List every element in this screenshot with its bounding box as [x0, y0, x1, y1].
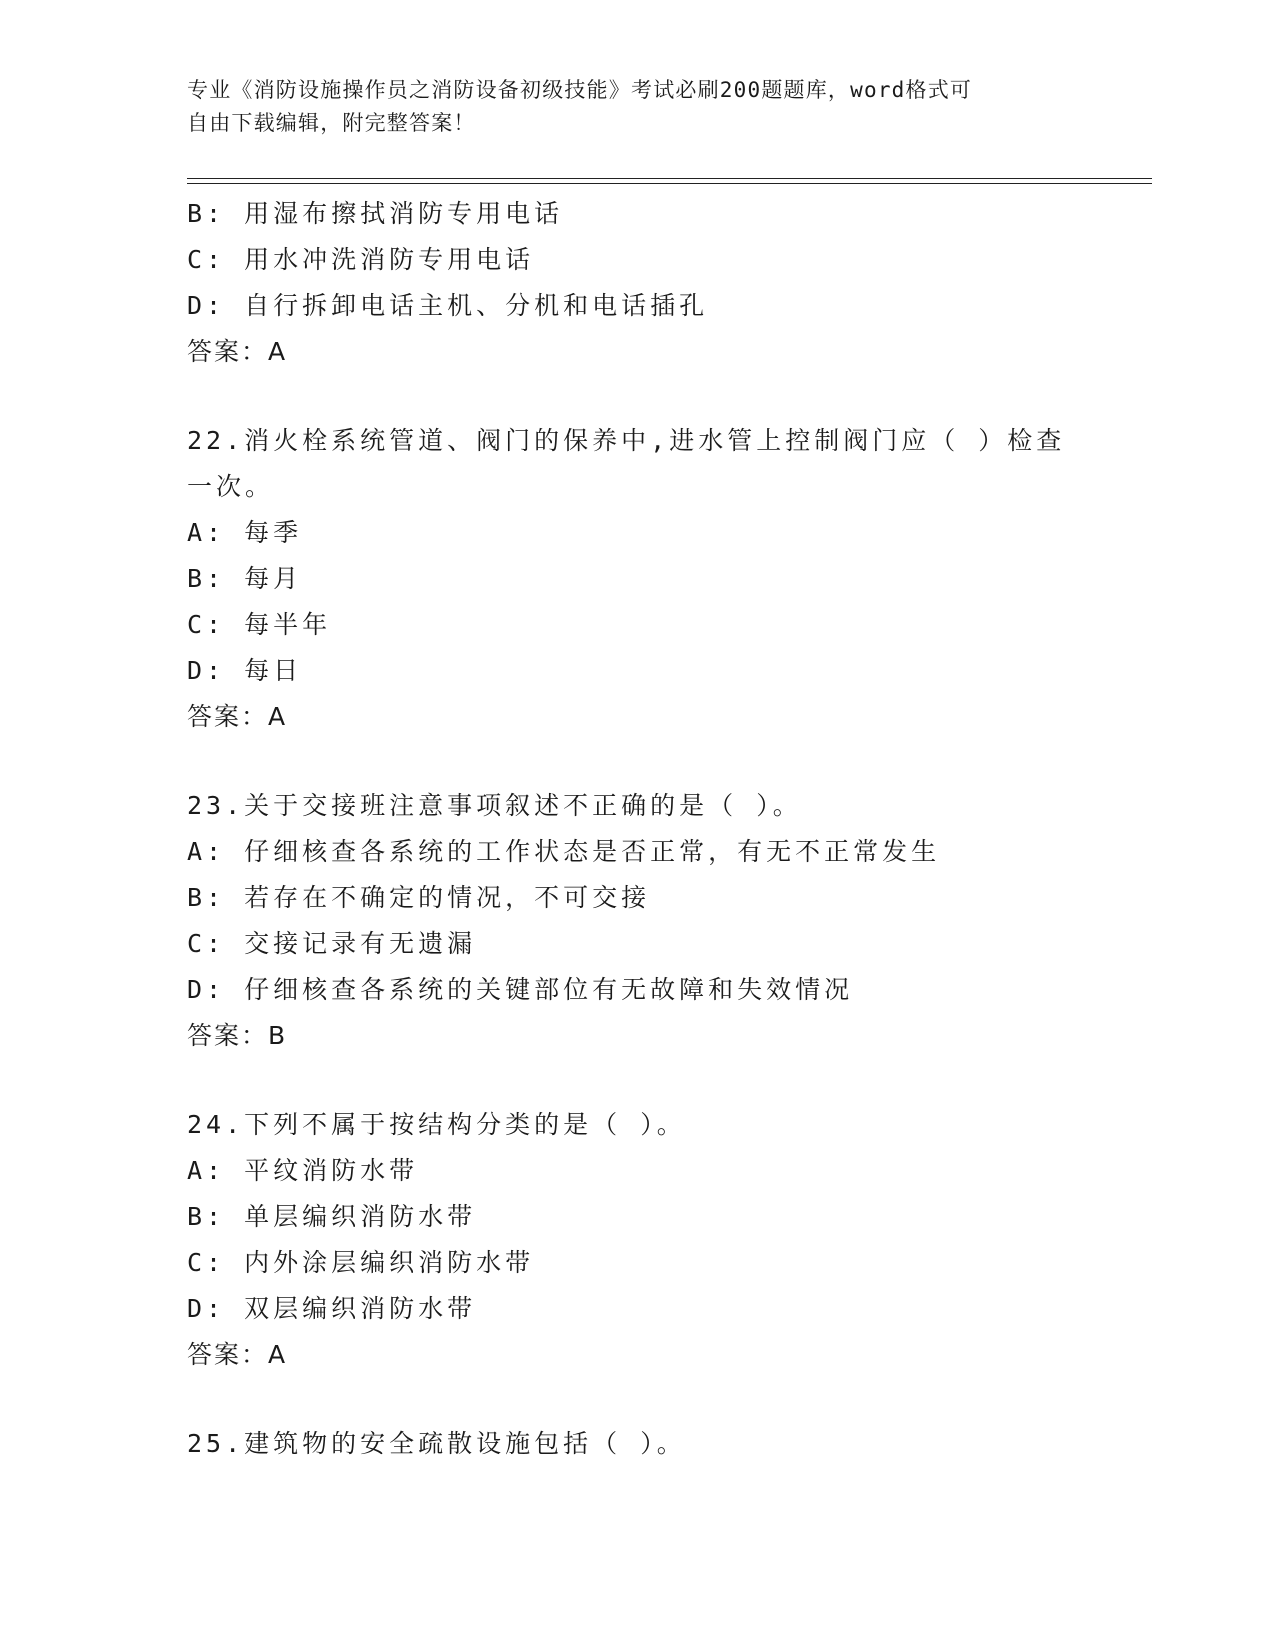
option-c: C: 内外涂层编织消防水带: [187, 1248, 535, 1277]
option-b: B: 用湿布擦拭消防专用电话: [187, 199, 564, 228]
option-a: A: 平纹消防水带: [187, 1156, 419, 1185]
question-list: [187, 191, 1087, 1467]
question-25: [187, 1421, 1087, 1467]
option-d: D: 自行拆卸电话主机、分机和电话插孔: [187, 291, 709, 320]
question-stem: 22.消火栓系统管道、阀门的保养中,进水管上控制阀门应（ ）检查: [187, 426, 1066, 455]
option-d: D: 仔细核查各系统的关键部位有无故障和失效情况: [187, 975, 854, 1004]
option-c: C: 每半年: [187, 610, 332, 639]
spacer: [187, 1378, 1087, 1421]
question-stem: 23.关于交接班注意事项叙述不正确的是（ ）。: [187, 791, 802, 820]
option-b: B: 单层编织消防水带: [187, 1202, 477, 1231]
spacer: [187, 740, 1087, 783]
header-rule-top: [187, 178, 1152, 179]
header-line-2: 自由下载编辑，附完整答案！: [187, 111, 476, 135]
question-22: [187, 418, 1087, 740]
header-rule-bottom: [187, 183, 1152, 184]
question-stem-continued: 一次。: [187, 472, 275, 501]
question-stem: 24.下列不属于按结构分类的是（ ）。: [187, 1110, 686, 1139]
answer: 答案：B: [187, 1021, 288, 1050]
answer: 答案：A: [187, 1340, 288, 1369]
spacer: [187, 375, 1087, 418]
option-a: A: 仔细核查各系统的工作状态是否正常，有无不正常发生: [187, 837, 941, 866]
question-24: [187, 1102, 1087, 1378]
option-d: D: 每日: [187, 656, 303, 685]
answer: 答案：A: [187, 702, 288, 731]
document-header: [187, 74, 1067, 140]
option-b: B: 每月: [187, 564, 303, 593]
spacer: [187, 1059, 1087, 1102]
option-b: B: 若存在不确定的情况，不可交接: [187, 883, 651, 912]
question-stem: 25.建筑物的安全疏散设施包括（ ）。: [187, 1429, 686, 1458]
answer: 答案：A: [187, 337, 288, 366]
question-23: [187, 783, 1087, 1059]
question-21: [187, 191, 1087, 375]
option-c: C: 交接记录有无遗漏: [187, 929, 477, 958]
option-d: D: 双层编织消防水带: [187, 1294, 477, 1323]
option-a: A: 每季: [187, 518, 303, 547]
header-line-1: 专业《消防设施操作员之消防设备初级技能》考试必刷200题题库，word格式可: [187, 78, 973, 102]
option-c: C: 用水冲洗消防专用电话: [187, 245, 535, 274]
